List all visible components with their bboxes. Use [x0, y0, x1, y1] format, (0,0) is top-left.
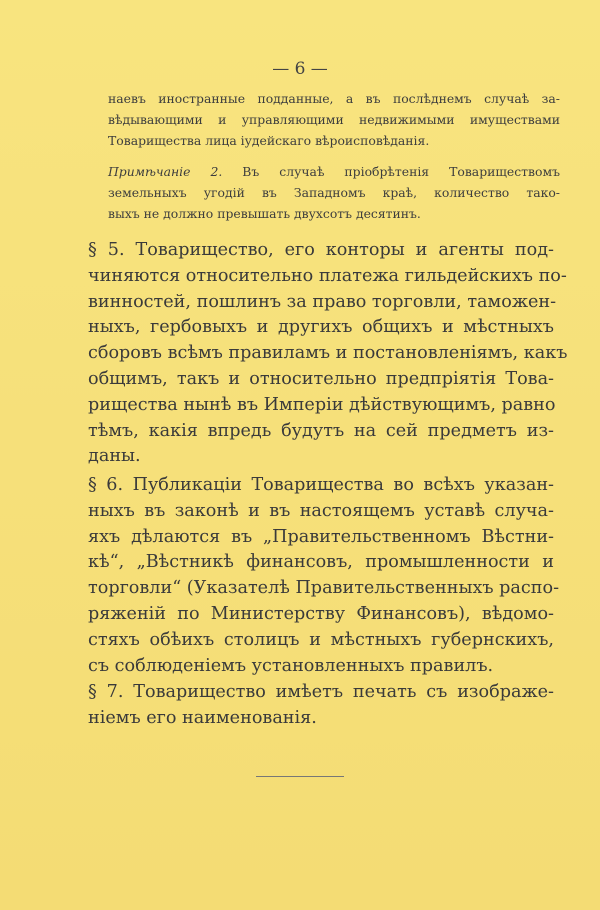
text-line: общимъ, такъ и относительно предпріятія Това- [88, 368, 554, 389]
text-line: кѣ“, „Вѣстникѣ финансовъ, промышленности и [88, 552, 554, 573]
text-line: ряженій по Министерству Финансовъ), вѣдомо- [88, 603, 554, 624]
text-line: винностей, пошлинъ за право торговли, таможен- [88, 291, 557, 312]
text-line: яхъ дѣлаются въ „Правительственномъ Вѣстни- [88, 526, 554, 547]
note-label: Примѣчаніе 2. [108, 164, 223, 179]
section-7 [88, 680, 554, 732]
text-line: § 5. Товарищество, его конторы и агенты под- [88, 240, 554, 260]
text-line: Товарищества лица іудейскаго вѣроисповѣданія. [108, 133, 430, 148]
note-2 [108, 161, 560, 224]
text-line: ныхъ, гербовыхъ и другихъ общихъ и мѣстныхъ [88, 317, 554, 338]
text-line: даны. [88, 446, 141, 467]
text-line: стяхъ обѣихъ столицъ и мѣстныхъ губернскихъ, [88, 629, 554, 650]
text-line [108, 161, 560, 182]
text-line: вѣдывающими и управляющими недвижимыми имуществами [108, 112, 560, 127]
text-line: наевъ иностранные подданные, а въ послѣднемъ случаѣ за- [108, 91, 560, 106]
text-line: выхъ не должно превышать двухсотъ десятинъ. [108, 206, 421, 221]
text-line: тѣмъ, какія впредь будутъ на сей предметъ из- [88, 420, 554, 441]
text-line: ніемъ его наименованія. [88, 707, 317, 728]
text-line: § 6. Публикаціи Товарищества во всѣхъ указан- [88, 475, 554, 495]
section-5 [88, 238, 568, 470]
continued-paragraph [108, 88, 560, 151]
text-line: рищества нынѣ въ Имперіи дѣйствующимъ, равно [88, 394, 556, 415]
note-text: Въ случаѣ пріобрѣтенія Товариществомъ [222, 164, 560, 179]
text-line: § 7. Товарищество имѣетъ печать съ изображе- [88, 682, 554, 702]
page-number: — 6 — [272, 59, 328, 79]
end-divider [256, 776, 344, 777]
section-6 [88, 473, 560, 679]
text-line: торговли“ (Указателѣ Правительственныхъ распо- [88, 578, 560, 599]
text-line: съ соблюденіемъ установленныхъ правилъ. [88, 655, 494, 676]
text-line: земельныхъ угодій въ Западномъ краѣ, количество тако- [108, 185, 560, 200]
text-line: ныхъ въ законѣ и въ настоящемъ уставѣ случа- [88, 500, 554, 521]
text-line: сборовъ всѣмъ правиламъ и постановленіямъ, какъ [88, 343, 568, 364]
text-line: чиняются относительно платежа гильдейскихъ по- [88, 265, 567, 286]
